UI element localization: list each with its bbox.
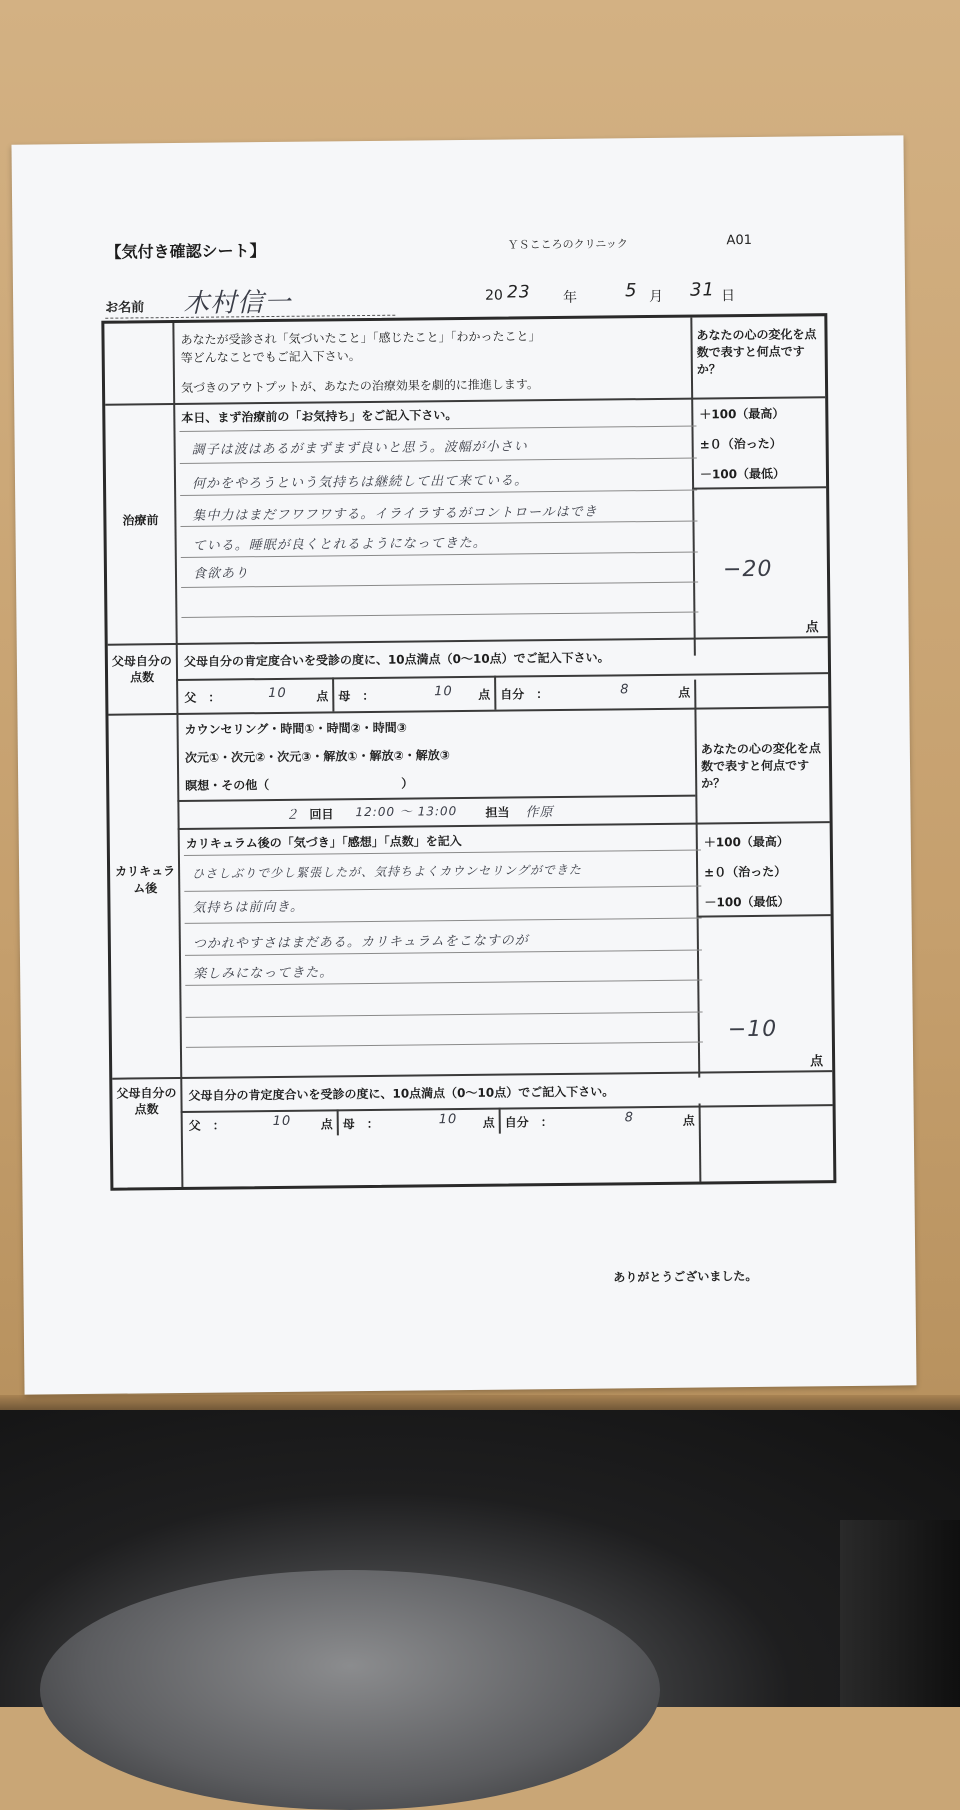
ruled-line — [181, 612, 698, 618]
session-line — [177, 795, 695, 802]
parents1-mother-value: 10 — [434, 684, 453, 700]
curriculum-note-3: つかれやすさはまだある。カリキュラムをこなすのが — [192, 933, 529, 952]
name-handwritten: 木村信一 — [182, 287, 292, 319]
knee-in-foreground — [40, 1570, 660, 1810]
ruled-line — [186, 1012, 703, 1018]
date-day-label: 日 — [721, 288, 736, 305]
parents2-mid-line — [181, 1104, 833, 1112]
date-year-hand: 23 — [506, 282, 531, 303]
parents1-father-label: 父 ： — [184, 690, 221, 705]
parents2-div-a — [337, 1109, 339, 1135]
before-prompt: 本日、まず治療前の「お気持ち」をご記入下さい。 — [181, 408, 458, 425]
curriculum-prompt: カリキュラム後の「気づき」「感想」「点数」を記入 — [185, 834, 462, 851]
parents2-father-label: 父 ： — [188, 1118, 225, 1133]
parents2-father-value: 10 — [272, 1113, 292, 1130]
ruled-line — [181, 582, 698, 588]
worksheet-paper — [11, 135, 916, 1394]
before-label: 治療前 — [122, 513, 159, 528]
before-note-3: 集中力はまだフワフワする。イライラするがコントロールはでき — [192, 504, 598, 524]
intro-right-question: あなたの心の変化を点数で表すと何点ですか？ — [696, 327, 817, 377]
curriculum-options-bottom-line — [178, 821, 830, 829]
desk-edge — [0, 1395, 960, 1411]
parents1-father-value: 10 — [268, 685, 287, 702]
intro-bottom-line — [105, 396, 825, 405]
name-label: お名前 — [105, 300, 145, 316]
parents1-self-label: 自分 ： — [500, 687, 549, 702]
scale-zero-2: ±０（治った） — [704, 864, 787, 880]
curriculum-right-question: あなたの心の変化を点数で表すと何点ですか？ — [700, 741, 821, 791]
thank-you-message: ありがとうございました。 — [613, 1268, 758, 1285]
parents1-mid-line — [176, 672, 828, 680]
curriculum-options-1: カウンセリング・時間①・時間②・時間③ — [184, 720, 407, 737]
parents1-div-b — [494, 676, 496, 710]
ruled-line — [184, 886, 701, 892]
left-column-divider — [172, 323, 183, 1187]
date-day: 31 — [689, 279, 716, 301]
parents1-unit-c: 点 — [678, 685, 691, 700]
intro-line-2: 等どんなことでもご記入下さい。 — [180, 349, 361, 365]
parents2-prompt: 父母自分の肯定度合いを受診の度に、10点満点（0～10点）でご記入下さい。 — [188, 1084, 615, 1103]
scale-min: －100（最低） — [699, 466, 786, 482]
date-month-label: 月 — [649, 288, 664, 306]
curriculum-bottom-line — [112, 1070, 832, 1079]
scale-divider-2 — [697, 914, 831, 917]
session-count: ２ — [285, 807, 300, 823]
intro-line-1: あなたが受診され「気づいたこと」「感じたこと」「わかったこと」 — [180, 329, 541, 347]
parents2-unit-a: 点 — [320, 1117, 333, 1132]
scale-max: ＋100（最高） — [699, 406, 785, 422]
parents2-mother-value: 10 — [438, 1112, 458, 1128]
parents2-unit-b: 点 — [482, 1115, 495, 1130]
parents1-label: 父母自分の点数 — [111, 654, 172, 685]
before-note-4: ている。睡眠が良くとれるようになってきた。 — [192, 535, 487, 554]
right-column-divider-mid — [694, 680, 700, 1078]
parents2-self-value: 8 — [624, 1110, 635, 1126]
curriculum-options-3: 瞑想・その他（ ） — [185, 776, 414, 793]
parents2-div-b — [499, 1108, 501, 1134]
parents1-unit-b: 点 — [478, 687, 491, 702]
curriculum-options-2: 次元①・次元②・次元③・解放①・解放②・解放③ — [184, 748, 450, 765]
before-score-unit: 点 — [805, 620, 819, 636]
ruled-line — [186, 1042, 703, 1048]
date-year-label: 年 — [563, 289, 578, 306]
scale-max-2: ＋100（最高） — [703, 834, 789, 850]
parents1-mother-label: 母 ： — [338, 688, 375, 704]
session-time: 12:00 ～ 13:00 — [355, 804, 458, 820]
scale-divider-1 — [692, 486, 826, 489]
ruled-line — [179, 426, 696, 432]
staff-name: 作原 — [525, 805, 554, 821]
parents1-bottom-line — [108, 706, 828, 715]
parents1-div-a — [332, 677, 334, 711]
sheet-code: A01 — [726, 232, 753, 249]
curriculum-score-unit: 点 — [810, 1054, 824, 1070]
curriculum-score: −10 — [727, 1016, 778, 1043]
curriculum-label: カリキュラム後 — [115, 864, 176, 896]
parents1-self-value: 8 — [620, 682, 630, 698]
sheet-title: 【気付き確認シート】 — [105, 241, 266, 262]
date-month: 5 — [624, 280, 638, 302]
curriculum-note-4: 楽しみになってきた。 — [193, 965, 334, 982]
chair-corner — [840, 1520, 960, 1707]
parents2-label: 父母自分の点数 — [116, 1086, 177, 1117]
intro-line-3: 気づきのアウトプットが、あなたの治療効果を劇的に推進します。 — [180, 377, 539, 395]
before-note-2: 何かをやろうという気持ちは継続して出て来ている。 — [191, 473, 529, 492]
scale-zero: ±０（治った） — [699, 436, 782, 452]
staff-label: 担当 — [485, 805, 510, 820]
ruled-line — [185, 918, 702, 924]
right-column-divider-bottom — [699, 1104, 701, 1182]
parents1-unit-a: 点 — [316, 689, 329, 704]
clinic-name: ＹＳこころのクリニック — [507, 237, 628, 252]
before-score: −20 — [722, 556, 773, 583]
parents1-prompt: 父母自分の肯定度合いを受診の度に、10点満点（0～10点）でご記入下さい。 — [183, 650, 610, 669]
before-note-1: 調子は波はあるがまずまず良いと思う。波幅が小さい — [191, 439, 528, 458]
curriculum-note-1: ひさしぶりで少し緊張したが、気持ちよくカウンセリングができた — [192, 862, 582, 881]
ruled-line — [180, 458, 697, 464]
before-bottom-line — [108, 636, 828, 645]
date-year-prefix: 20 — [485, 287, 503, 304]
session-label: 回目 — [309, 807, 334, 822]
curriculum-note-2: 気持ちは前向き。 — [192, 899, 305, 916]
scale-min-2: －100（最低） — [704, 894, 790, 910]
before-note-5: 食欲あり — [192, 566, 250, 582]
parents2-self-label: 自分 ： — [504, 1115, 553, 1130]
parents2-unit-c: 点 — [682, 1113, 695, 1128]
form-table — [101, 313, 836, 1191]
parents2-mother-label: 母 ： — [342, 1116, 379, 1132]
